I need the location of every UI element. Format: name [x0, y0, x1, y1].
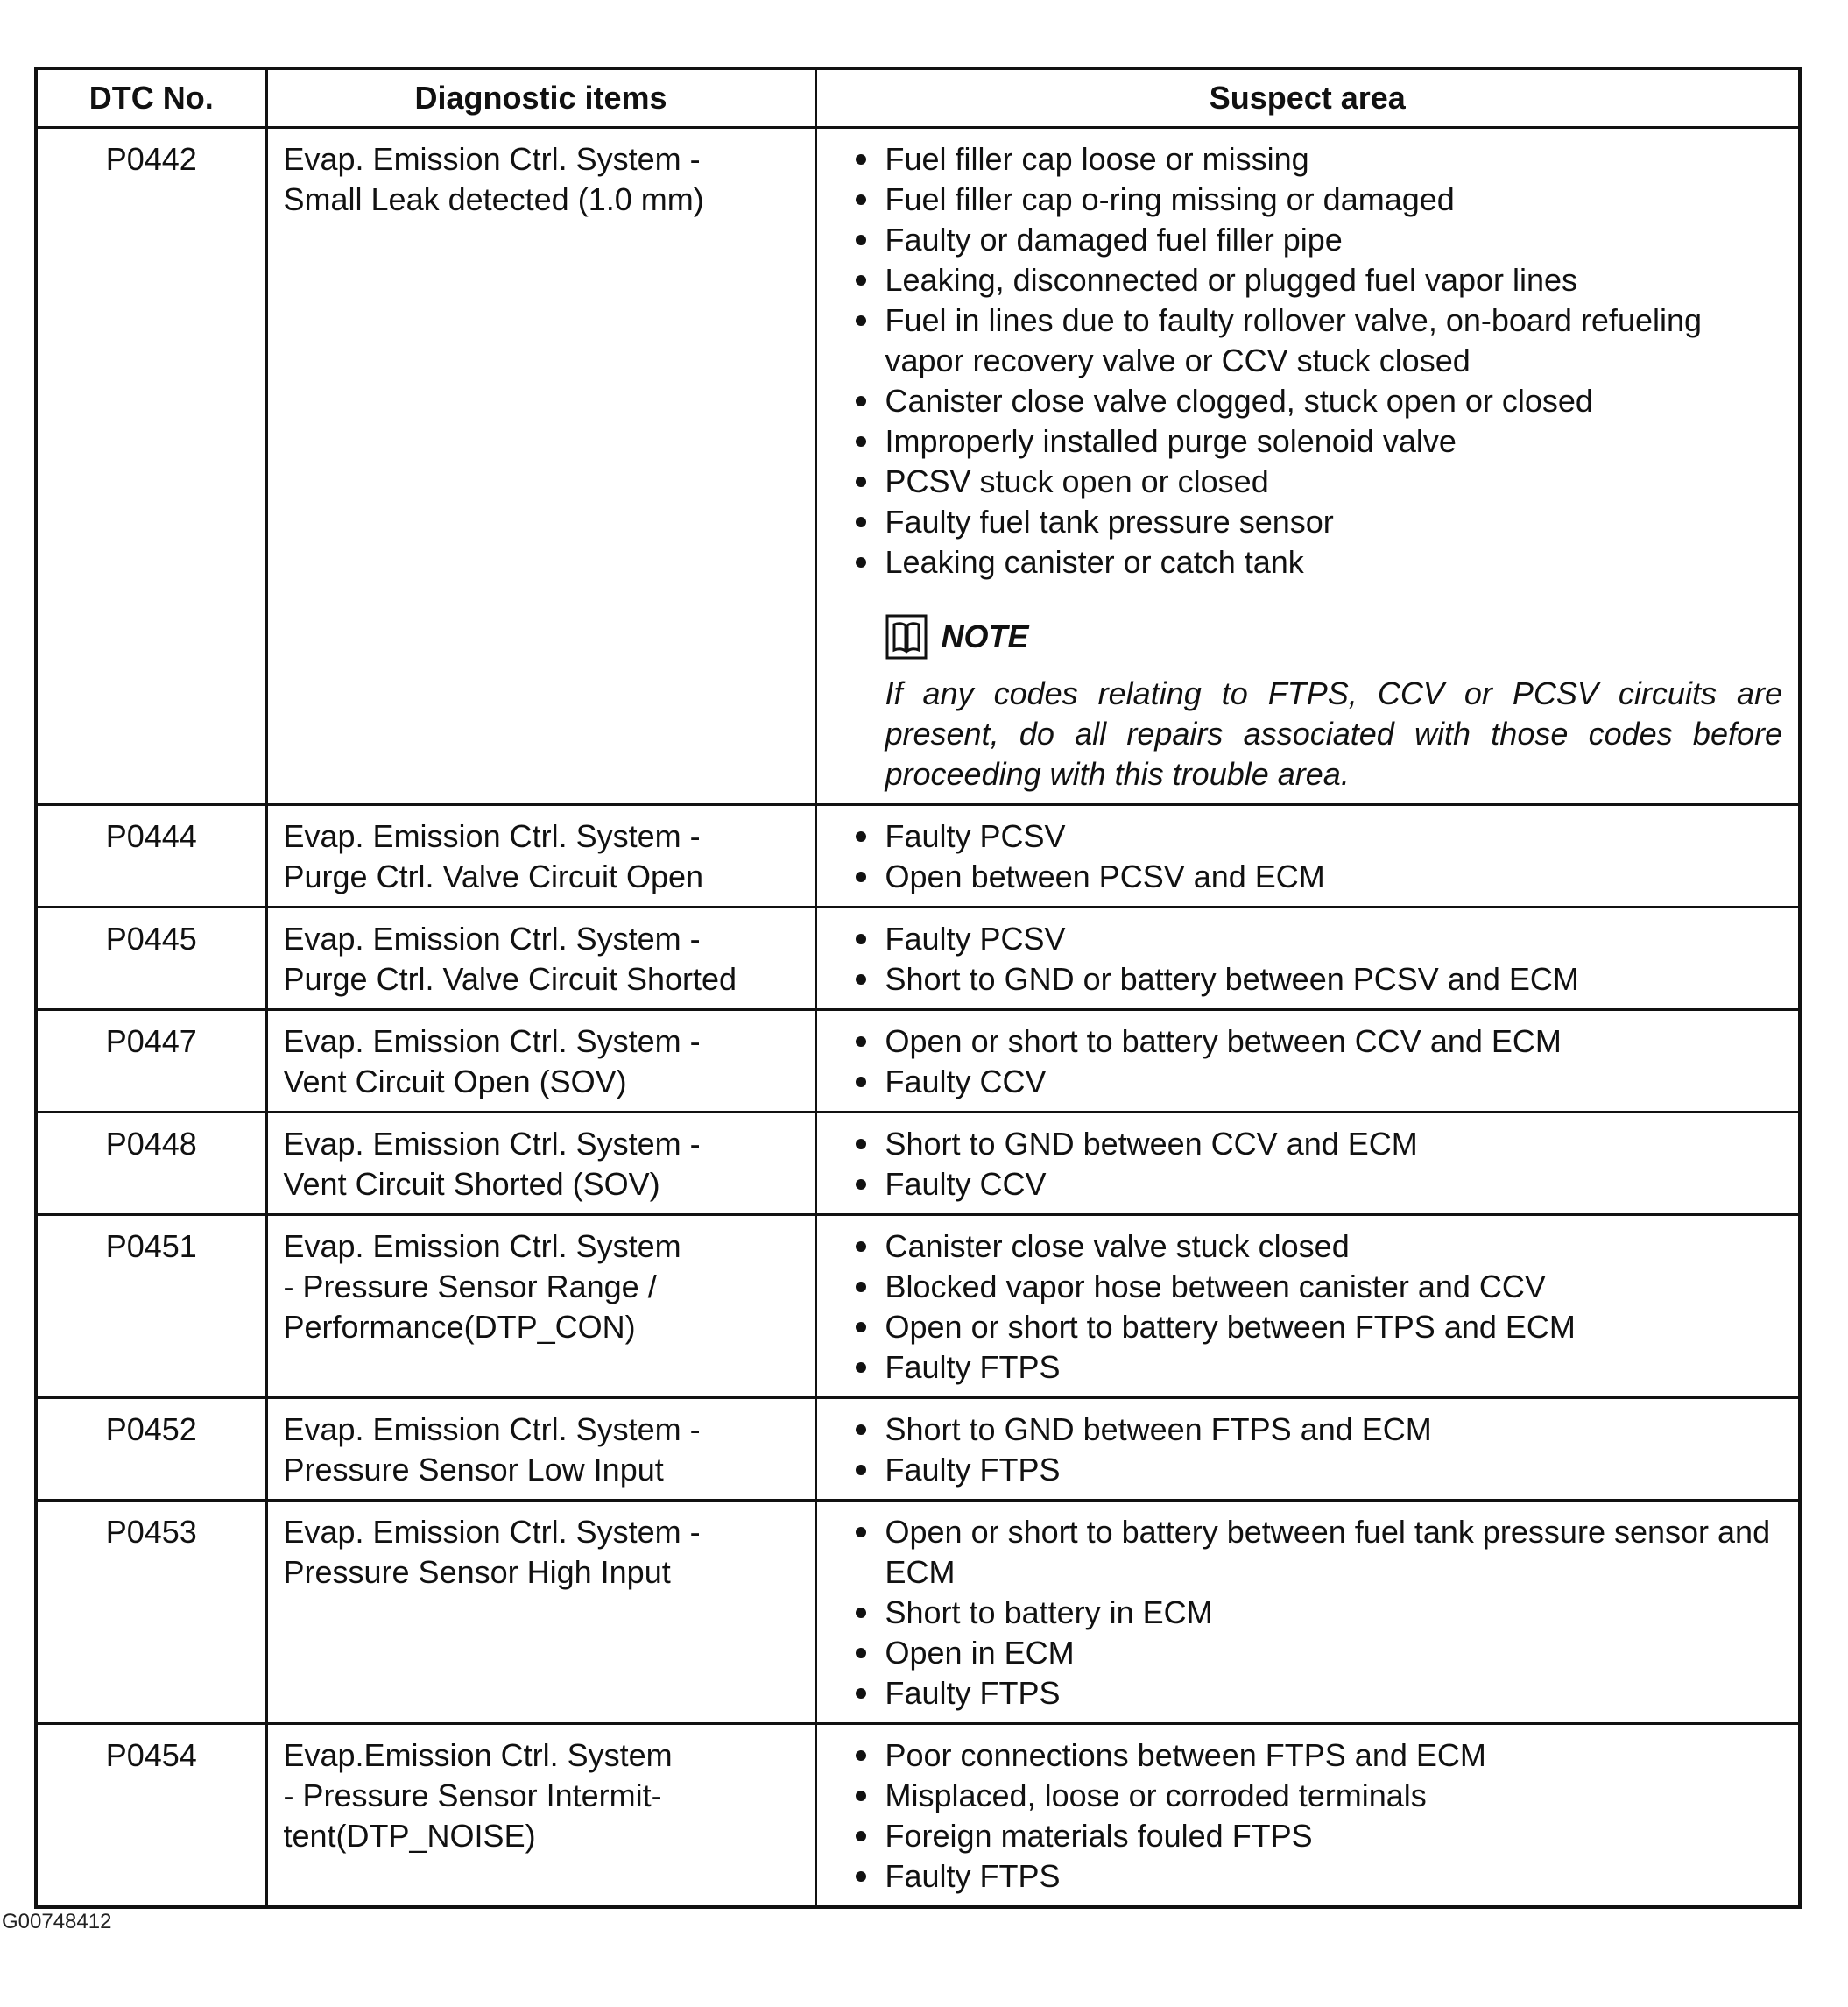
suspect-area — [815, 1010, 1800, 1113]
suspect-item: PCSV stuck open or closed — [885, 462, 1783, 502]
suspect-item: Short to GND or battery between PCSV and ECM — [885, 959, 1783, 1000]
diagnostic-item — [266, 128, 815, 805]
diagnostic-item-line: Evap. Emission Ctrl. System - — [283, 1126, 701, 1162]
suspect-area — [815, 908, 1800, 1010]
dtc-code: P0448 — [36, 1113, 266, 1215]
table-row — [36, 128, 1800, 805]
suspect-list — [833, 1512, 1783, 1714]
table-row — [36, 908, 1800, 1010]
suspect-area — [815, 1215, 1800, 1398]
suspect-list — [833, 1124, 1783, 1205]
suspect-list — [833, 1226, 1783, 1388]
diagnostic-item — [266, 908, 815, 1010]
header-dtc-no: DTC No. — [36, 68, 266, 128]
suspect-item: Open in ECM — [885, 1633, 1783, 1673]
dtc-code: P0451 — [36, 1215, 266, 1398]
diagnostic-item-line: Pressure Sensor Low Input — [283, 1452, 664, 1488]
book-icon — [885, 614, 928, 660]
table-header-row — [36, 68, 1800, 128]
suspect-area — [815, 128, 1800, 805]
diagnostic-item-line: Performance(DTP_CON) — [283, 1309, 636, 1345]
suspect-item: Faulty PCSV — [885, 816, 1783, 857]
diagnostic-item-line: Vent Circuit Open (SOV) — [283, 1064, 627, 1099]
suspect-item: Short to GND between CCV and ECM — [885, 1124, 1783, 1164]
diagnostic-item — [266, 1398, 815, 1501]
diagnostic-item — [266, 1501, 815, 1724]
suspect-area — [815, 1398, 1800, 1501]
diagnostic-item-line: Vent Circuit Shorted (SOV) — [283, 1166, 660, 1202]
table-row — [36, 1113, 1800, 1215]
suspect-item: Faulty CCV — [885, 1062, 1783, 1102]
dtc-code: P0442 — [36, 128, 266, 805]
table-row — [36, 1398, 1800, 1501]
suspect-item: Faulty fuel tank pressure sensor — [885, 502, 1783, 542]
suspect-item: Short to battery in ECM — [885, 1593, 1783, 1633]
suspect-item: Faulty FTPS — [885, 1673, 1783, 1714]
suspect-item: Misplaced, loose or corroded terminals — [885, 1776, 1783, 1816]
suspect-item: Open between PCSV and ECM — [885, 857, 1783, 897]
diagnostic-item — [266, 1010, 815, 1113]
suspect-item: Leaking canister or catch tank — [885, 542, 1783, 583]
suspect-item: Canister close valve clogged, stuck open or closed — [885, 381, 1783, 421]
suspect-item: Canister close valve stuck closed — [885, 1226, 1783, 1267]
dtc-code: P0445 — [36, 908, 266, 1010]
diagnostic-item-line: Evap. Emission Ctrl. System - — [283, 1514, 701, 1550]
diagnostic-item-line: Evap. Emission Ctrl. System - — [283, 921, 701, 957]
dtc-table — [34, 67, 1802, 1909]
suspect-list — [833, 139, 1783, 583]
suspect-item: Faulty CCV — [885, 1164, 1783, 1205]
diagnostic-item-line: Purge Ctrl. Valve Circuit Open — [283, 859, 704, 894]
note-text: If any codes relating to FTPS, CCV or PCSV circuits are present, do all repairs associated with those codes before proceeding with this trouble area. — [885, 675, 1782, 792]
diagnostic-item-line: Evap. Emission Ctrl. System - — [283, 1411, 701, 1447]
suspect-item: Faulty PCSV — [885, 919, 1783, 959]
suspect-item: Open or short to battery between FTPS and ECM — [885, 1307, 1783, 1347]
suspect-item: Faulty or damaged fuel filler pipe — [885, 220, 1783, 260]
diagnostic-item-line: Pressure Sensor High Input — [283, 1554, 671, 1590]
suspect-item: Foreign materials fouled FTPS — [885, 1816, 1783, 1856]
table-body — [36, 128, 1800, 1908]
diagnostic-item-line: - Pressure Sensor Range / — [283, 1269, 657, 1304]
table-row — [36, 1010, 1800, 1113]
diagnostic-item — [266, 1724, 815, 1908]
suspect-list — [833, 919, 1783, 1000]
dtc-code: P0453 — [36, 1501, 266, 1724]
suspect-item: Blocked vapor hose between canister and CCV — [885, 1267, 1783, 1307]
diagnostic-item-line: Evap.Emission Ctrl. System — [283, 1737, 673, 1773]
table-row — [36, 805, 1800, 908]
suspect-item: Short to GND between FTPS and ECM — [885, 1410, 1783, 1450]
suspect-item: Open or short to battery between CCV and ECM — [885, 1021, 1783, 1062]
diagnostic-item-line: Evap. Emission Ctrl. System - — [283, 1023, 701, 1059]
dtc-code: P0452 — [36, 1398, 266, 1501]
diagnostic-item-line: tent(DTP_NOISE) — [283, 1818, 536, 1854]
suspect-list — [833, 816, 1783, 897]
diagnostic-item-line: Evap. Emission Ctrl. System - — [283, 141, 701, 177]
dtc-code: P0444 — [36, 805, 266, 908]
dtc-code: P0454 — [36, 1724, 266, 1908]
suspect-item: Poor connections between FTPS and ECM — [885, 1735, 1783, 1776]
diagnostic-item-line: Purge Ctrl. Valve Circuit Shorted — [283, 961, 737, 997]
header-diagnostic-items: Diagnostic items — [266, 68, 815, 128]
diagnostic-item-line: Evap. Emission Ctrl. System — [283, 1228, 681, 1264]
suspect-list — [833, 1410, 1783, 1490]
dtc-code: P0447 — [36, 1010, 266, 1113]
suspect-list — [833, 1735, 1783, 1897]
suspect-list — [833, 1021, 1783, 1102]
suspect-item: Open or short to battery between fuel tank pressure sensor and ECM — [885, 1512, 1783, 1593]
suspect-item: Faulty FTPS — [885, 1347, 1783, 1388]
suspect-item: Faulty FTPS — [885, 1450, 1783, 1490]
diagnostic-item-line: Small Leak detected (1.0 mm) — [283, 181, 704, 217]
header-suspect-area: Suspect area — [815, 68, 1800, 128]
suspect-item: Fuel filler cap loose or missing — [885, 139, 1783, 180]
suspect-area — [815, 805, 1800, 908]
note-box — [885, 609, 1783, 795]
diagnostic-item — [266, 1113, 815, 1215]
diagnostic-item — [266, 805, 815, 908]
diagnostic-item — [266, 1215, 815, 1398]
table-row — [36, 1215, 1800, 1398]
diagnostic-item-line: - Pressure Sensor Intermit- — [283, 1777, 662, 1813]
figure-id: G00748412 — [2, 1910, 112, 1933]
diagnostic-item-line: Evap. Emission Ctrl. System - — [283, 818, 701, 854]
note-label: NOTE — [941, 618, 1029, 654]
suspect-item: Faulty FTPS — [885, 1856, 1783, 1897]
suspect-item: Improperly installed purge solenoid valve — [885, 421, 1783, 462]
note-header — [885, 609, 1783, 665]
suspect-area — [815, 1113, 1800, 1215]
suspect-item: Fuel in lines due to faulty rollover valve, on-board refueling vapor recovery valve or CCV stuck closed — [885, 300, 1783, 381]
suspect-item: Leaking, disconnected or plugged fuel vapor lines — [885, 260, 1783, 300]
suspect-item: Fuel filler cap o-ring missing or damaged — [885, 180, 1783, 220]
suspect-area — [815, 1501, 1800, 1724]
table-row — [36, 1501, 1800, 1724]
table-row — [36, 1724, 1800, 1908]
suspect-area — [815, 1724, 1800, 1908]
